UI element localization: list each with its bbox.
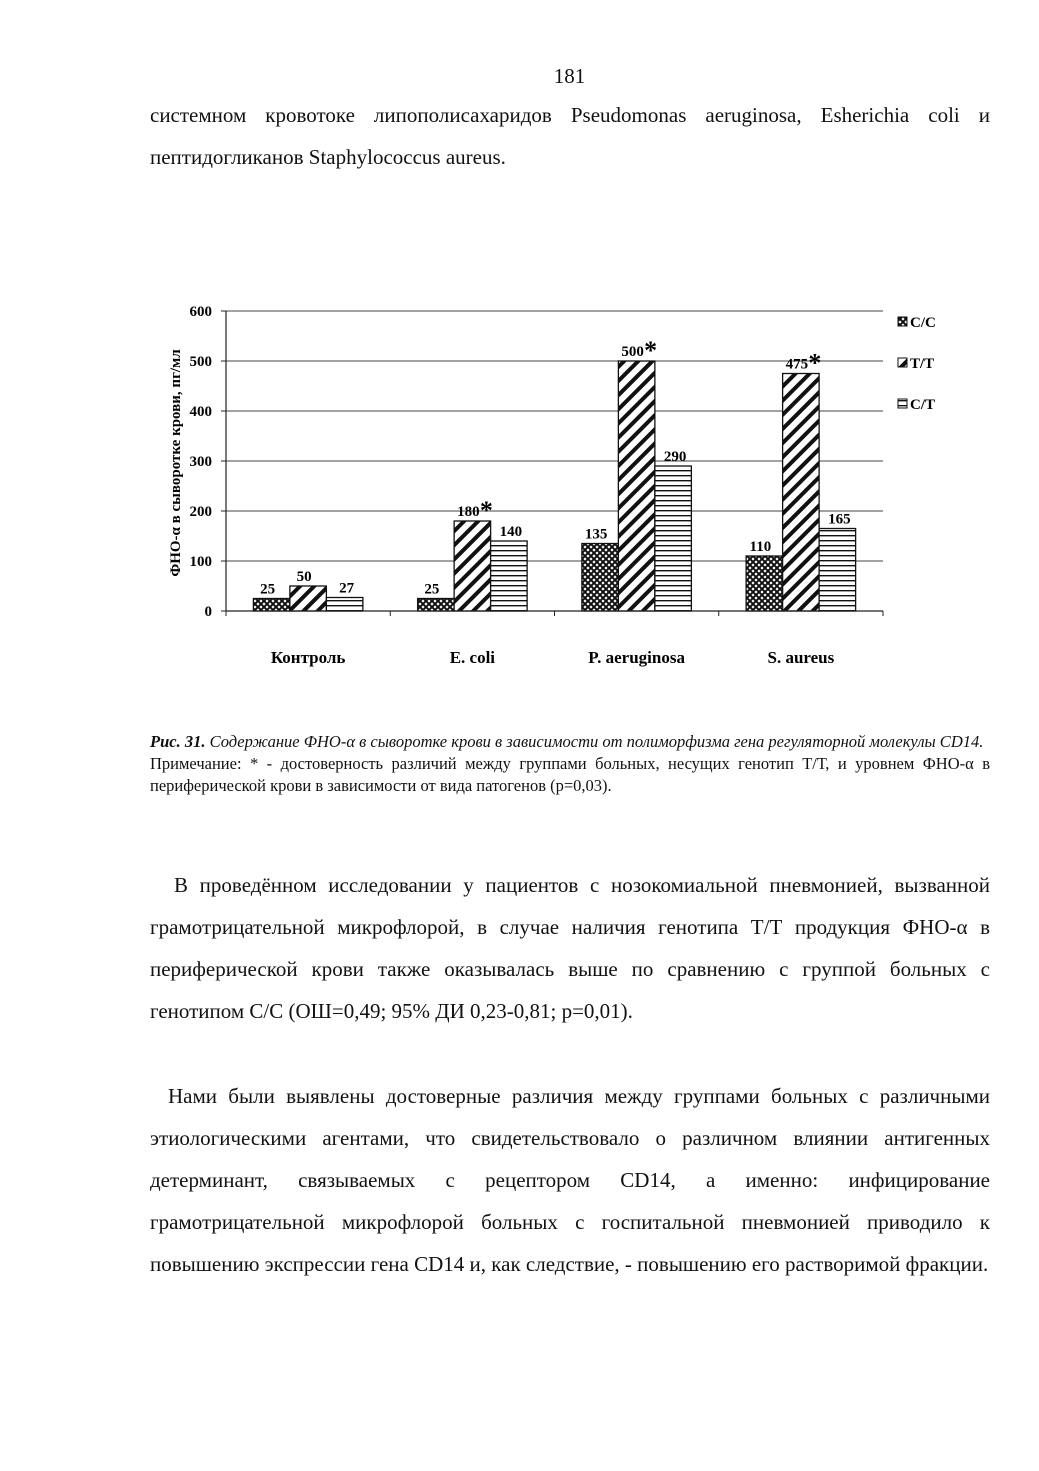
y-tick-label: 0 (204, 604, 212, 620)
chart-svg (150, 295, 960, 685)
figure-caption (150, 731, 990, 797)
legend-label: Т/Т (910, 356, 935, 372)
y-tick-label: 300 (189, 454, 212, 470)
significance-star: * (479, 496, 493, 525)
y-tick-label: 400 (189, 404, 212, 420)
y-tick-label: 600 (189, 304, 212, 320)
x-category-label: E. coli (449, 648, 496, 667)
legend-label: С/С (910, 315, 936, 331)
bar (418, 599, 455, 612)
bar (454, 521, 491, 611)
bar-value-label: 135 (584, 526, 608, 543)
bar-value-label: 165 (828, 511, 851, 528)
y-tick-label: 500 (189, 354, 212, 370)
legend-label: С/Т (910, 397, 936, 413)
bar (746, 556, 783, 611)
y-axis-label: ФНО-α в сыворотке крови, пг/мл (168, 349, 184, 577)
bar-value-label: 475 (785, 356, 809, 373)
body-paragraph-1: В проведённом исследовании у пациентов с нозокомиальной пневмонией, вызванной грамотрицательной микрофлорой, в случае наличия генотипа Т/Т продукция ФНО-α в периферической крови также оказывалась выше по сравнению с группой больных с генотипом С/С (ОШ=0,49; 95% ДИ 0,23-0,81; р=0,01). (150, 873, 990, 1023)
bar-value-label: 25 (424, 581, 440, 598)
bar-value-label: 290 (663, 449, 687, 465)
significance-star: * (644, 336, 658, 365)
bar-value-label: 50 (296, 569, 312, 585)
bar (819, 529, 856, 612)
bar (253, 599, 290, 612)
x-category-label: P. aeruginosa (588, 648, 685, 667)
significance-star: * (808, 348, 822, 378)
x-category-label: Контроль (270, 648, 346, 667)
y-tick-label: 200 (189, 504, 212, 520)
bar (618, 361, 655, 611)
body-paragraph-2: Нами были выявлены достоверные различия между группами больных с различными этиологическими агентами, что свидетельствовало о различном влиянии антигенных детерминант, связываемых с рецептором CD14, а именно: инфицирование грамотрицательной микрофлорой больных с госпитальной пневмонией приводило к повышению экспрессии гена CD14 и, как следствие, - повышению его растворимой фракции. (150, 1084, 990, 1276)
top-paragraph: системном кровотоке липополисахаридов Pseudomonas aeruginosa, Esherichia coli и пептидогликанов Staphylococcus aureus. (150, 103, 990, 169)
bar (326, 598, 363, 612)
bar-value-label: 180 (457, 504, 480, 520)
bar-value-label: 27 (339, 580, 355, 597)
bar-chart (150, 295, 960, 685)
y-tick-label: 100 (189, 554, 212, 570)
bar (290, 586, 327, 611)
bar-value-label: 110 (749, 539, 772, 555)
bar-value-label: 500 (621, 344, 644, 360)
legend-swatch (898, 317, 907, 326)
caption-title-text: Содержание ФНО-α в сыворотке крови в зависимости от полиморфизма гена регуляторной молекулы CD14. (209, 732, 984, 751)
page-number: 181 (553, 64, 586, 88)
legend-swatch (898, 399, 907, 408)
legend-swatch (898, 358, 907, 367)
bar-value-label: 140 (499, 524, 523, 540)
x-category-label: S. aureus (767, 648, 835, 667)
bar (491, 541, 528, 611)
caption-title (150, 731, 990, 753)
caption-label: Рис. 31. (150, 732, 206, 751)
bar (582, 544, 619, 612)
bar-value-label: 25 (260, 581, 276, 598)
bar (655, 466, 692, 611)
caption-note: Примечание: * - достоверность различий между группами больных, несущих генотип Т/Т, и уровнем ФНО-α в периферической крови в зависимости от вида патогенов (р=0,03). (150, 754, 990, 795)
bar (783, 374, 820, 612)
